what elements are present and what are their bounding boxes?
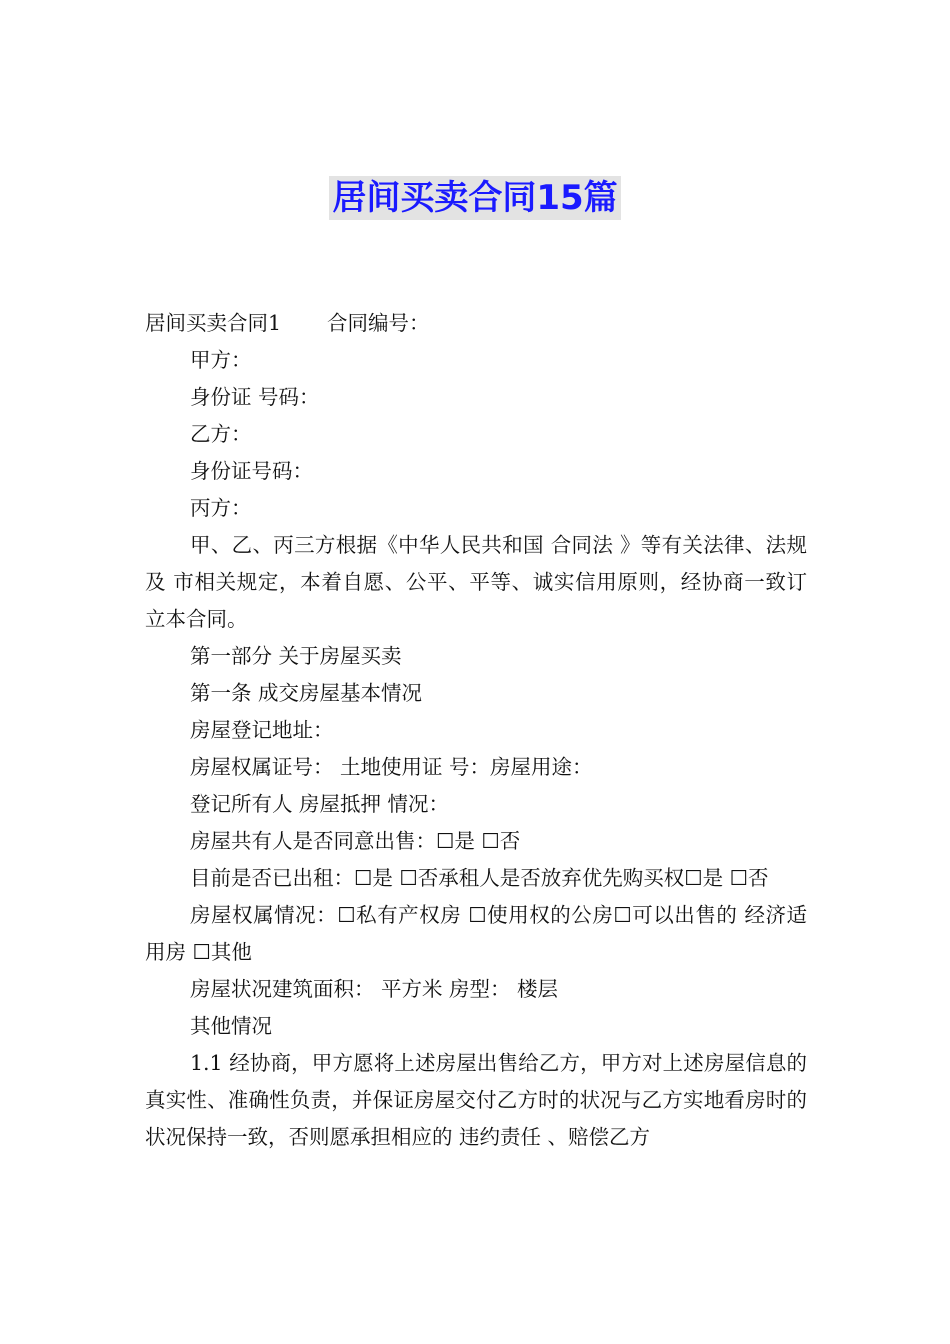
registered-owner-line: 登记所有人 房屋抵押 情况： <box>190 792 450 816</box>
house-condition-line: 房屋状况建筑面积： 平方米 房型： 楼层 <box>190 977 559 1001</box>
contract-number-label: 合同编号： <box>327 311 430 335</box>
title-container <box>0 176 950 220</box>
article-one-heading: 第一条 成交房屋基本情况 <box>190 681 423 705</box>
ownership-type-paragraph: 房屋权属情况：☐私有产权房 ☐使用权的公房☐可以出售的 经济适用房 ☐其他 <box>145 903 807 964</box>
party-a-id-line: 身份证 号码： <box>190 385 320 409</box>
house-address-line: 房屋登记地址： <box>190 718 334 742</box>
document-body <box>145 305 807 1156</box>
intro-paragraph: 甲、乙、丙三方根据《中华人民共和国 合同法 》等有关法律、法规 及 市相关规定，本着自愿、公平、平等、诚实信用原则，经协商一致订立本合同。 <box>145 533 807 631</box>
part-one-heading: 第一部分 关于房屋买卖 <box>190 644 402 668</box>
party-a-line: 甲方： <box>190 348 252 372</box>
clause-1-1-paragraph: 1.1 经协商，甲方愿将上述房屋出售给乙方，甲方对上述房屋信息的真实性、准确性负责，并保证房屋交付乙方时的状况与乙方实地看房时的状况保持一致，否则愿承担相应的 违约责任 、赔偿乙方 <box>145 1051 807 1149</box>
other-conditions-line: 其他情况 <box>190 1014 272 1038</box>
document-title: 居间买卖合同15篇 <box>329 176 620 220</box>
party-c-line: 丙方： <box>190 496 252 520</box>
contract-name: 居间买卖合同1 <box>145 311 282 335</box>
party-b-line: 乙方： <box>190 422 252 446</box>
rental-status-paragraph: 目前是否已出租：☐是 ☐否承租人是否放弃优先购买权☐是 ☐否 <box>190 866 769 890</box>
party-b-id-line: 身份证号码： <box>190 459 313 483</box>
contract-header-line <box>145 305 807 342</box>
co-owner-consent-line: 房屋共有人是否同意出售：☐是 ☐否 <box>190 829 521 853</box>
ownership-cert-line: 房屋权属证号： 土地使用证 号：房屋用途： <box>190 755 593 779</box>
